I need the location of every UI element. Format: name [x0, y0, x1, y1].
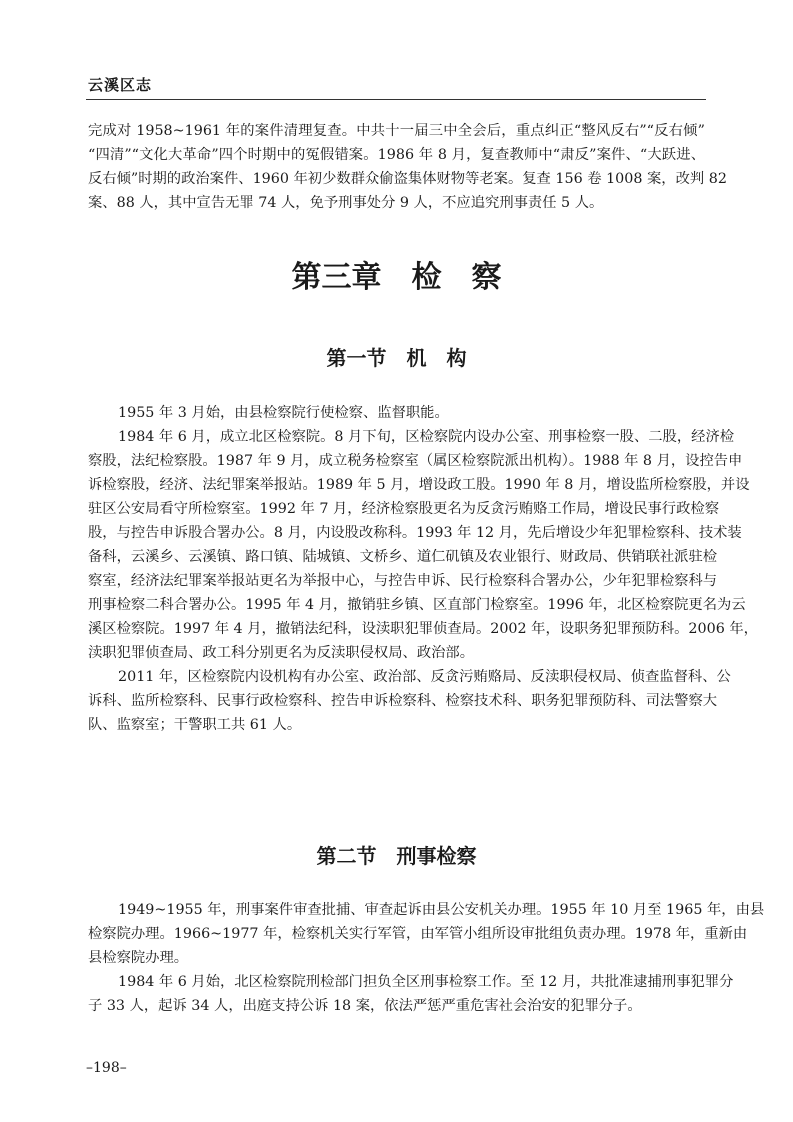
- text-line: 刑事检察二科合署办公。1995 年 4 月，撤销驻乡镇、区直部门检察室。1996 年，北区检察院更名为云: [88, 597, 746, 613]
- text-line: 驻区公安局看守所检察室。1992 年 7 月，经济检察股更名为反贪污贿赂工作局，增设民事行政检察: [88, 501, 719, 517]
- text-line: 1955 年 3 月始，由县检察院行使检察、监督职能。: [118, 405, 449, 421]
- text-line: 诉科、监所检察科、民事行政检察科、控告申诉检察科、检察技术科、职务犯罪预防科、司法警察大: [88, 693, 718, 709]
- text-line: 案、88 人，其中宣告无罪 74 人，免予刑事处分 9 人，不应追究刑事责任 5 人。: [88, 195, 604, 211]
- text-line: 察股，法纪检察股。1987 年 9 月，成立税务检察室（属区检察院派出机构）。1988 年 8 月，设控告申: [88, 453, 743, 469]
- section-title: 第二节 刑事检察: [316, 844, 477, 868]
- text-line: 队、监察室；干警职工共 61 人。: [88, 717, 302, 733]
- header-rule: [86, 99, 706, 100]
- section-title: 第一节 机 构: [326, 346, 467, 370]
- text-line: 1949~1955 年，刑事案件审查批捕、审查起诉由县公安机关办理。1955 年 10 月至 1965 年，由县: [118, 902, 765, 918]
- text-line: 完成对 1958~1961 年的案件清理复查。中共十一届三中全会后，重点纠正“整风反右”“反右倾”: [88, 123, 705, 139]
- text-line: 2011 年，区检察院内设机构有办公室、政治部、反贪污贿赂局、反渎职侵权局、侦查监督科、公: [118, 669, 731, 685]
- text-line: 1984 年 6 月始，北区检察院刑检部门担负全区刑事检察工作。至 12 月，共批准逮捕刑事犯罪分: [118, 974, 734, 990]
- text-line: 子 33 人，起诉 34 人，出庭支持公诉 18 案，依法严惩严重危害社会治安的犯罪分子。: [88, 998, 642, 1014]
- page-number: –198–: [86, 1060, 127, 1076]
- section1-body: [88, 401, 758, 737]
- text-line: 察室，经济法纪罪案举报站更名为举报中心，与控告申诉、民行检察科合署办公，少年犯罪检察科与: [88, 573, 718, 589]
- text-line: 1984 年 6 月，成立北区检察院。8 月下旬，区检察院内设办公室、刑事检察一股、二股，经济检: [118, 429, 735, 445]
- text-line: 备科，云溪乡、云溪镇、路口镇、陆城镇、文桥乡、道仁矶镇及农业银行、财政局、供销联社派驻检: [88, 549, 718, 565]
- text-line: 反右倾”时期的政治案件、1960 年初少数群众偷盗集体财物等老案。复查 156 卷 1008 案，改判 82: [88, 171, 727, 187]
- running-header-title: 云溪区志: [88, 76, 153, 94]
- text-line: 渎职犯罪侦查局、政工科分别更名为反渎职侵权局、政治部。: [88, 645, 475, 661]
- text-line: 诉检察股，经济、法纪罪案举报站。1989 年 5 月，增设政工股。1990 年 8 月，增设监所检察股，并设: [88, 477, 750, 493]
- intro-paragraph: [88, 119, 727, 215]
- section2-body: [88, 898, 765, 1018]
- text-line: 县检察院办理。: [88, 950, 189, 966]
- text-line: “四清”“文化大革命”四个时期中的冤假错案。1986 年 8 月，复查教师中“肃反”案件、“大跃进、: [88, 147, 705, 163]
- text-line: 溪区检察院。1997 年 4 月，撤销法纪科，设渎职犯罪侦查局。2002 年，设职务犯罪预防科。2006 年，: [88, 621, 758, 637]
- text-line: 检察院办理。1966~1977 年，检察机关实行军管，由军管小组所设审批组负责办理。1978 年，重新由: [88, 926, 748, 942]
- text-line: 股，与控告申诉股合署办公。8 月，内设股改称科。1993 年 12 月，先后增设少年犯罪检察科、技术装: [88, 525, 742, 541]
- chapter-title: 第三章 检 察: [291, 260, 502, 295]
